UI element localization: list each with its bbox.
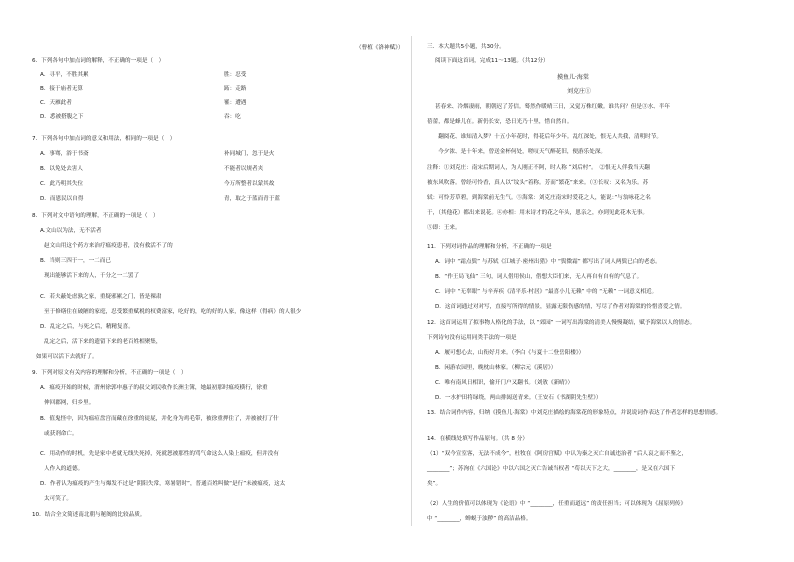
q12-stem: 12．这首词运用了拟事物人格化的手法，以 “郊园” 一词写出海棠的清美人慢慢凝结，赋予海棠以人的情态。 (427, 320, 696, 326)
q14-line: （1）“双今宣室客，无法不成今”，杜牧在《阿房宫赋》中认为秦之灭亡自诚违治者 “后人哀之而不鉴之， (427, 451, 688, 457)
column-divider (411, 36, 412, 526)
poem-note: 注释：①刘克庄：南宋后期词人，为人刚正不阿，时人称 “刘后村”。 ②恨无人伴我当天翻 (427, 165, 650, 171)
q11-option: C．词中 “无辜眼” 与辛弃疾《清平乐·村居》“最喜小儿无赖” 中的 “无赖” 一词意义相近。 (435, 289, 658, 295)
q8-line: 乱定之后，活下来的遗留下来的老百姓相聚集， (44, 339, 162, 345)
q9-line: A．瘟疫开始的时候，渭州徐郭申惠子的叔父刘民收作长洲主簿，她最初那时瘟疫横行，徐重 (40, 385, 268, 391)
poem-note: 于，（其他花）都出来说花。④亦相：用末诗才的花之年头，恩亲之，亦到见此花木无事。 (427, 210, 648, 216)
q8-line: 至于修缮住在破陋的家庭，忍受繁重赋税的权费富家，吃好的，吃的好的人家，像这样（得病）的人很少 (44, 309, 302, 315)
q9-line: 或获剂命亡。 (44, 431, 78, 437)
q12-option: B．闲游农园里，晚枕山林家。（柳宗元《溪居》） (435, 365, 557, 371)
q6-option-b: B．接于庙者无算 (40, 86, 83, 92)
poem-note: 被东风吹落。曾经可怜香，真人以“坟头”着称。芳而“繁花”来来。（③长叹：又名为乐。苏 (427, 180, 649, 186)
q9-line: 伸回郡网，归乡里。 (44, 400, 95, 406)
q11-stem: 11．下列对词作品的理解和分析，不正确的一项是 (427, 244, 552, 250)
q14-line: 矣”。 (427, 481, 442, 487)
reading-intro: 阅读下面这首词，完成11～13题。（共12分） (435, 58, 549, 64)
q11-option: B．“作王局飞仙” 三句，词人借用侯山，借想大臣们来，无人再自有自有的气息了。 (435, 274, 643, 280)
q13-stem: 13．结合词作内容，归纳《摸鱼儿·海棠》中刘克庄描绘的海棠花的形象特点，并说说词作表达了作者怎样的思想情感。 (427, 410, 722, 416)
poem-note: ⑤即：王来。 (427, 225, 461, 231)
q12-sub: 下列诗句没有运用同类手法的一项是 (427, 335, 517, 341)
q9-line: 太可笑了。 (44, 496, 72, 502)
q8-line: 如果可以活下去就好了。 (36, 354, 98, 360)
source-tag: （曹植《洛神赋》） (356, 45, 404, 51)
q7-option-a-pair: 补同城门，忽于是火 (224, 151, 275, 157)
poem-line: 蓓蕾，都是蜂儿在。新仍长安，恐日光乃十里，惜自然自。 (427, 119, 573, 125)
q12-option: C．唯有南风日相识，偷开门户又翻书。（刘攽《新晴》） (435, 380, 574, 386)
q8-stem: 8．下列对文中语句的理解，不正确的一项是（ ） (32, 213, 159, 219)
poem-line: 甚春来、冷烟凄雨，朝朝迟了芳信。蓦然作暖晴三日，又觉万株红嫩。谁共问？但是③水、半年 (435, 104, 670, 110)
q9-stem: 9．下列对原文有关内容的理解和分析，不正确的一项是（ ） (32, 370, 187, 376)
q14-line: （2）人生的价值可以体现为《论语》中 “________，任重而道远” 的责任担当；可以体现为《屈原列传》 (427, 501, 687, 507)
q14-line: 中 “________，蝉蜕于浊秽” 的高洁品格。 (427, 516, 532, 522)
q11-option: A．词中 “霜点鬓” 与苏轼《江城子·密州出猎》中 “鬓微霜” 都写出了词人两鬓已白的老态。 (435, 259, 661, 265)
poem-author: 刘克庄① (567, 88, 592, 95)
q9-line: D．作者认为瘟疫的产生与爆发不过是“阴阳失常，寒暑错时”，普通百姓叫做“是行”未被瘟疫，这太 (40, 481, 286, 487)
poem-line: 今夕浓、是十年来，曾送金杯何处，嗟叹天气醉花旧，便游乐处深。 (427, 149, 607, 155)
q7-option-d-pair: 青，取之于蓝而青于蓝 (224, 196, 280, 202)
q8-line: 现出能够活下来的人，千分之一二罢了 (44, 273, 140, 279)
q7-option-b: B．以免处去害人 (40, 166, 83, 172)
q7-option-a: A．事骞，浴于书斋 (40, 151, 89, 157)
q6-option-a-gloss: 胜：忍受 (224, 72, 247, 78)
q6-stem: 6．下列各句中加点词的解释，不正确的一项是（ ） (32, 58, 165, 64)
q8-line: C．若夫蔽处虐孰之家，重疑邪累之门，皆是裸肃 (40, 294, 162, 300)
q7-option-b-pair: 不能者以规者夹 (224, 166, 264, 172)
q10-stem: 10．结合全文简述南北朝与秘阁的比较品质。 (32, 512, 146, 518)
q8-line: D．乱定之后，与死之后，精精复喜。 (40, 324, 134, 330)
poem-line: 翻阅花、谁知清入梦？十五小年花时，得花后年少年。乱红深处，恨无人共我，清明时节。 (427, 134, 662, 140)
poem-title: 摸鱼儿·海棠 (557, 74, 589, 81)
q7-option-c: C．此乃明其失位 (40, 181, 84, 187)
q7-option-d: D．而恩民以自得 (40, 196, 84, 202)
q14-line: ________”；苏洵在《六国论》中以六国之灭亡告诫当权者 “苟以天下之大，________，是又在六国下 (427, 466, 676, 472)
q9-line: 人作入的道德。 (44, 466, 84, 472)
q11-option: D．这首词通过对对写，直接写所得的情景，显露无限伤感的情，写尽了作者对海棠的怜惜喜爱之情。 (435, 304, 686, 310)
q8-line: 赵文山用这个药方来治疗瘟疫患者，没有救活不了的 (44, 243, 173, 249)
poem-note: 轼：可怜芳草碧，到海棠前无生气。⑤海棠：刘克庄南宋时爱花之人，能说：”与翁咏花之名 (427, 195, 651, 201)
q6-option-d: D．悉被搭腹之下 (40, 114, 84, 120)
q7-stem: 7．下列各句中加点词的意义和用法，相同的一项是（ ） (32, 136, 176, 142)
q12-option: A．履可想心去，山衔好月来。（李白《与夏十二登岳阳楼》） (435, 350, 585, 356)
q8-line: B．当则三四于一，一二而已 (40, 258, 111, 264)
q12-option: D．一水护田将绿绕，两山排闼送青来。（王安石《书湖阴先生壁》） (435, 395, 602, 401)
q6-option-c-gloss: 罹：遭遇 (224, 100, 247, 106)
q14-stem: 14．在横线处填写作品原句。（共 8 分） (427, 436, 528, 442)
section-heading: 三．本大题共5小题，共30分。 (427, 44, 505, 50)
q6-option-d-gloss: 吞：吃 (224, 114, 241, 120)
q9-line: C．用动作的时机，先是家中老就无线失死掉，死就恕被那性的骂气命这么人染上瘟疫，但并没有 (40, 451, 279, 457)
q6-option-b-gloss: 跖：走路 (224, 86, 247, 92)
q7-option-c-pair: 今万所整者以蒙其故 (224, 181, 275, 187)
q6-option-c: C．天雁此者 (40, 100, 72, 106)
q8-line: A.文山以为法，无不活者 (40, 228, 102, 234)
q9-line: B．值鬼怪中，因为瘟痘盘宫而藏在徐重的徒屁，并化身为鸡毛带，被徐重押住了，并被被打了什 (40, 416, 279, 422)
q6-option-a: A．寻平，不胜其累 (40, 72, 89, 78)
